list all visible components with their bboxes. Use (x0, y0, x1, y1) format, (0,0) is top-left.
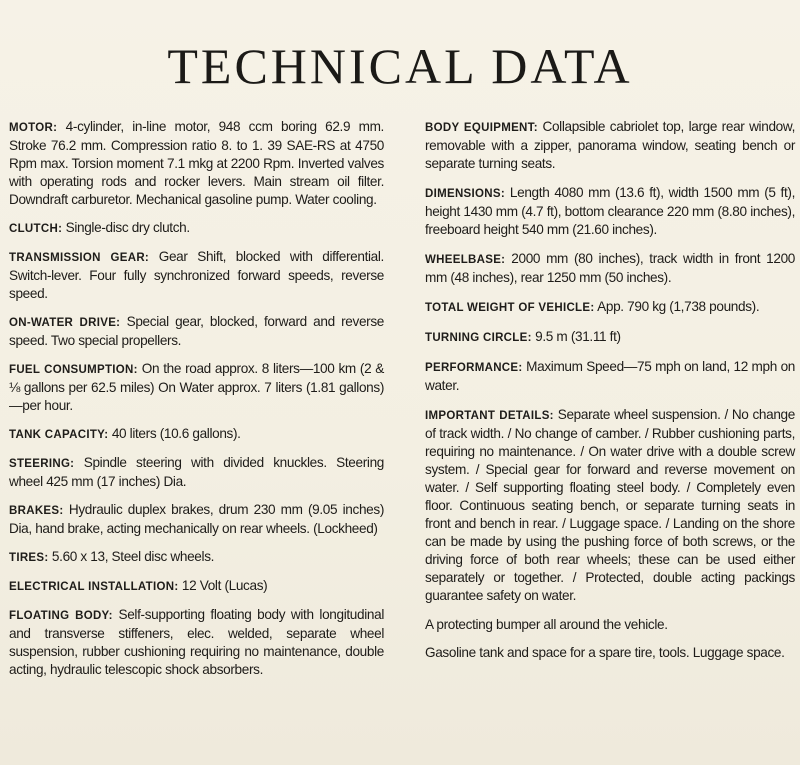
spec-label: ON-WATER DRIVE: (9, 317, 121, 329)
spec-label: TANK CAPACITY: (9, 429, 109, 441)
spec-label: IMPORTANT DETAILS: (425, 410, 554, 422)
spec-text: Single-disc dry clutch. (62, 220, 190, 235)
spec-tank-capacity (9, 425, 384, 444)
spec-body-equipment (425, 118, 795, 173)
spec-text: Hydraulic duplex brakes, drum 230 mm (9.05 inches) Dia, hand brake, acting mechanically on rear wheels. (Lockheed) (9, 502, 384, 536)
spec-label: TOTAL WEIGHT OF VEHICLE: (425, 302, 595, 314)
spec-label: TURNING CIRCLE: (425, 332, 532, 344)
spec-label: PERFORMANCE: (425, 362, 523, 374)
spec-wheelbase (425, 250, 795, 287)
spec-dimensions (425, 184, 795, 239)
spec-label: BRAKES: (9, 505, 64, 517)
spec-fuel-consumption (9, 360, 384, 415)
spec-label: TIRES: (9, 552, 49, 564)
spec-text: 4-cylinder, in-line motor, 948 ccm boring 62.9 mm. Stroke 76.2 mm. Compression ratio 8. to 1. 39 SAE-RS at 4750 Rpm max. Torsion moment 7.1 mkg at 2200 Rpm. Inverted valves with operating rods and rocker levers. Main stream oil filter. Downdraft carburetor. Mechanical gasoline pump. Water cooling. (9, 119, 384, 207)
spec-electrical-installation (9, 577, 384, 596)
spec-important-details (425, 406, 795, 605)
page-title: TECHNICAL DATA (167, 38, 633, 94)
spec-text: Spindle steering with divided knuckles. Steering wheel 425 mm (17 inches) Dia. (9, 455, 384, 489)
spec-label: ELECTRICAL INSTALLATION: (9, 581, 179, 593)
spec-performance (425, 358, 795, 395)
spec-text: Special gear, blocked, forward and reverse speed. Two special propellers. (9, 314, 385, 348)
spec-motor (9, 118, 384, 209)
closing-storage-note: Gasoline tank and space for a spare tire, tools. Luggage space. (425, 645, 785, 660)
spec-text: App. 790 kg (1,738 pounds). (594, 299, 760, 314)
spec-on-water-drive (9, 313, 384, 350)
spec-steering (9, 454, 384, 491)
spec-text: Collapsible cabriolet top, large rear window, removable with a zipper, panorama window, seating bench or separate turning seats. (425, 119, 796, 171)
spec-label: FLOATING BODY: (9, 610, 113, 622)
spec-brakes (9, 501, 384, 538)
spec-total-weight (425, 298, 795, 317)
spec-text: On the road approx. 8 liters—100 km (2 & ⅛ gallons per 62.5 miles) On Water approx. 7 liters (1.81 gallons)—per hour. (9, 361, 385, 413)
spec-label: FUEL CONSUMPTION: (9, 364, 138, 376)
spec-text: 12 Volt (Lucas) (178, 578, 268, 593)
spec-label: MOTOR: (9, 122, 58, 134)
spec-turning-circle (425, 328, 795, 347)
spec-text: 5.60 x 13, Steel disc wheels. (48, 549, 215, 564)
spec-text: 9.5 m (31.11 ft) (531, 329, 621, 344)
spec-text: Length 4080 mm (13.6 ft), width 1500 mm (5 ft), height 1430 mm (4.7 ft), bottom clearance 220 mm (8.80 inches), freeboard height 540 mm (21.60 inches). (425, 185, 795, 237)
spec-text: 40 liters (10.6 gallons). (108, 426, 241, 441)
spec-text: Gear Shift, blocked with differential. Switch-lever. Four fully synchronized forward speeds, reverse speed. (9, 249, 384, 301)
spec-label: DIMENSIONS: (425, 188, 505, 200)
closing-bumper-note: A protecting bumper all around the vehicle. (425, 617, 668, 632)
spec-label: TRANSMISSION GEAR: (9, 252, 150, 264)
spec-label: STEERING: (9, 458, 75, 470)
spec-label: CLUTCH: (9, 223, 63, 235)
spec-transmission-gear (9, 248, 384, 303)
spec-text: Separate wheel suspension. / No change of track width. / No change of camber. / Rubber cushioning parts, requiring no maintenance. / On water drive with a double screw system. / Special gear for forward and reverse movement on water. / Self supporting floating steel body. / Completely even floor. Continuous seating bench, or separate turning seats in front and bench in rear. / Luggage space. / Landing on the shore can be made by using the pushing force of both screws, or the driving force of both rear wheels; these can be used either separately or together. / Protected, double acting packings guarantee safety on water. (425, 407, 795, 603)
spec-tires (9, 548, 384, 567)
left-column (9, 118, 384, 689)
spec-floating-body (9, 606, 384, 679)
spec-clutch (9, 219, 384, 238)
right-column (425, 118, 795, 672)
spec-label: BODY EQUIPMENT: (425, 122, 538, 134)
spec-label: WHEELBASE: (425, 254, 506, 266)
spec-text: Maximum Speed—75 mph on land, 12 mph on water. (425, 359, 795, 393)
spec-text: Self-supporting floating body with longitudinal and transverse stiffeners, elec. welded, separate wheel suspension, rubber cushioning requiring no maintenance, double acting, hydraulic telescopic shock absorbers. (9, 607, 384, 677)
spec-text: 2000 mm (80 inches), track width in front 1200 mm (48 inches), rear 1250 mm (50 inches). (425, 251, 795, 285)
